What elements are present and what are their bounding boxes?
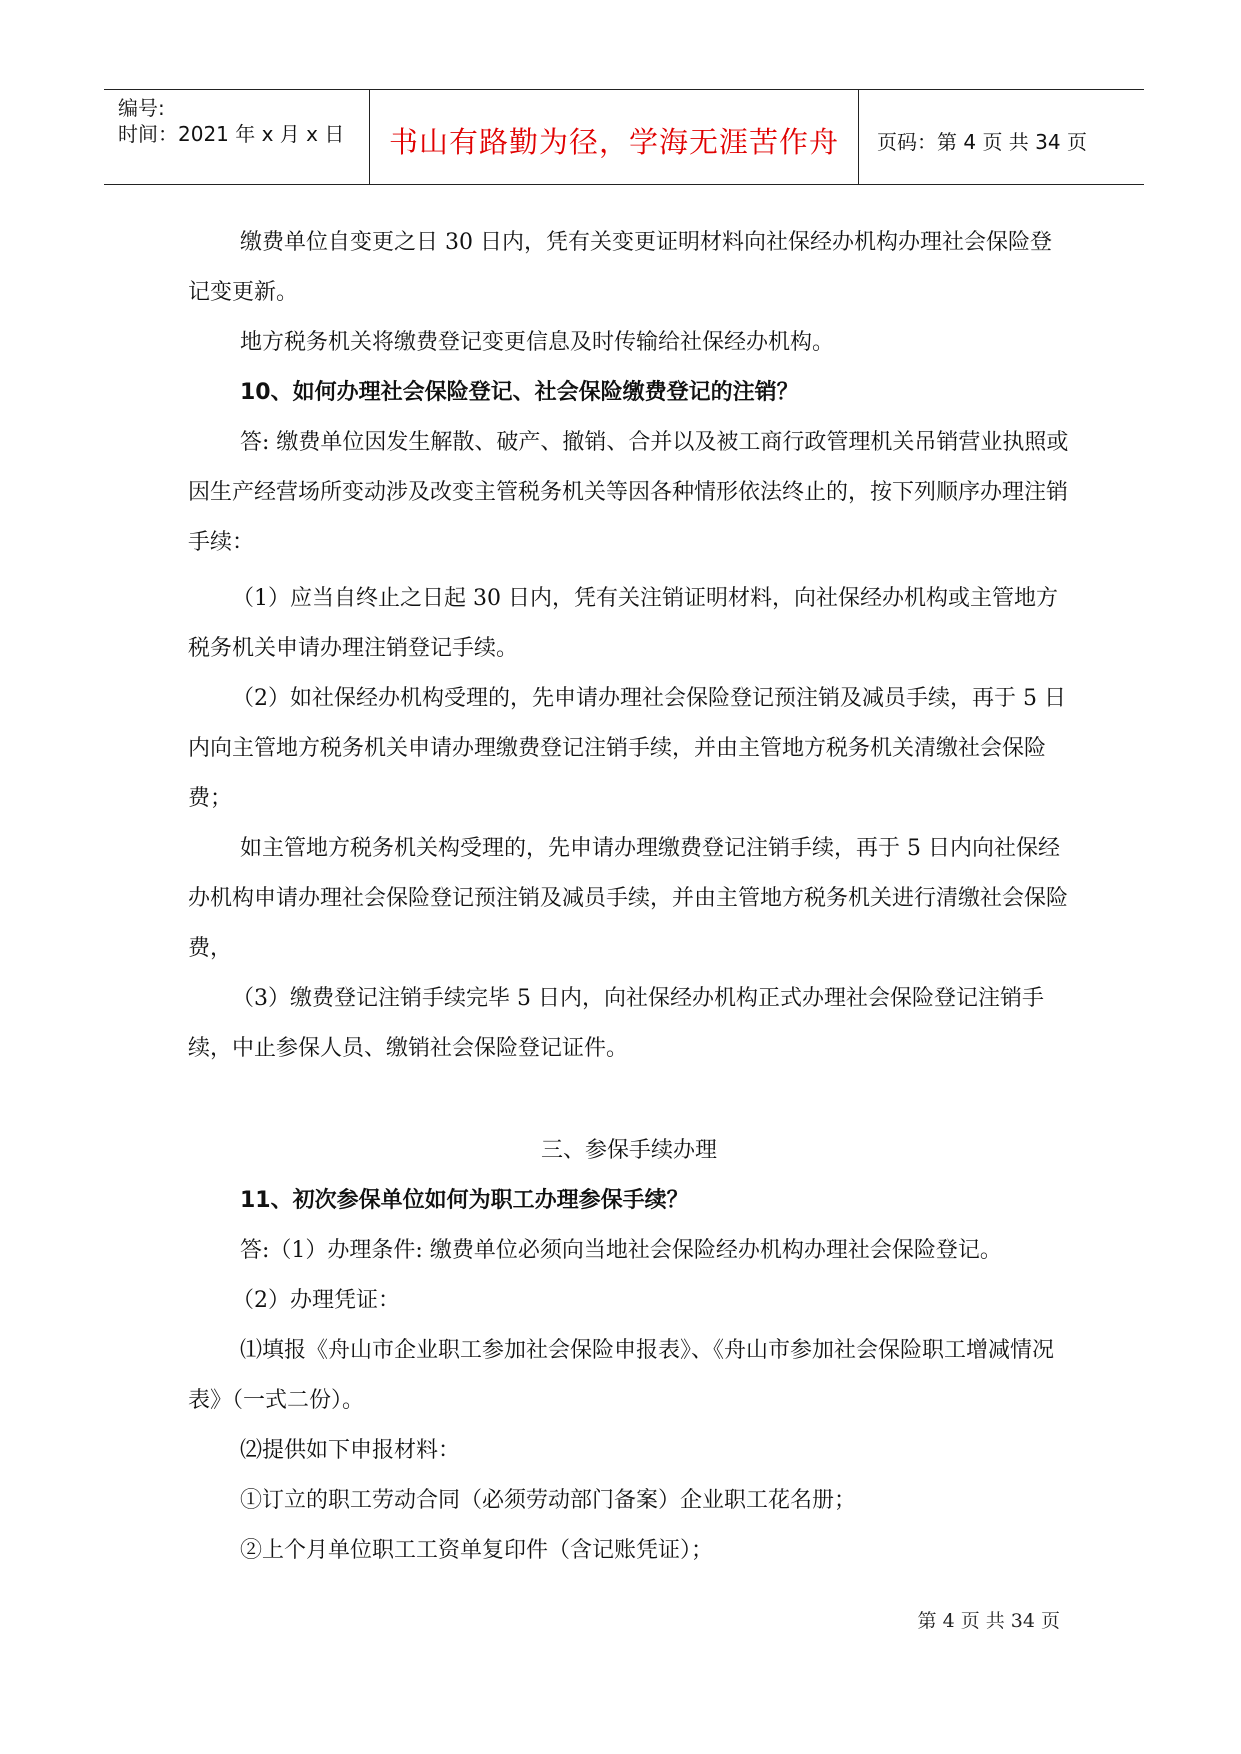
header-motto-cell: [369, 90, 859, 184]
header-meta-cell: [104, 90, 369, 184]
answer-item: （2）办理凭证：: [232, 1288, 400, 1313]
page-footer: 第 4 页 共 34 页: [917, 1610, 1060, 1632]
answer-item: （3）缴费登记注销手续完毕 5 日内，向社保经办机构正式办理社会保险登记注销手续，中止参保人员、缴销社会保险登记证件。: [188, 986, 1044, 1061]
answer-item: （1）应当自终止之日起 30 日内，凭有关注销证明材料，向社保经办机构或主管地方税务机关申请办理注销登记手续。: [188, 586, 1058, 661]
answer-item: ②上个月单位职工工资单复印件（含记账凭证）；: [240, 1538, 714, 1563]
motto-text: 书山有路勤为径，学海无涯苦作舟: [388, 124, 839, 159]
paragraph: 地方税务机关将缴费登记变更信息及时传输给社保经办机构。: [240, 330, 835, 355]
section-heading: 三、参保手续办理: [540, 1138, 717, 1163]
serial-number-label: 编号:: [118, 96, 165, 120]
answer-item: 如主管地方税务机关构受理的，先申请办理缴费登记注销手续，再于 5 日内向社保经办机构申请办理社会保险登记预注销及减员手续，并由主管地方税务机关进行清缴社会保险费，: [188, 836, 1069, 961]
time-label: 时间：2021 年 x 月 x 日: [118, 122, 345, 146]
answer-item: ⑴填报《舟山市企业职工参加社会保险申报表》、《舟山市参加社会保险职工增减情况表》（一式二份）。: [188, 1338, 1055, 1413]
question-heading: 10、如何办理社会保险登记、社会保险缴费登记的注销？: [240, 380, 799, 405]
answer-item: ⑵提供如下申报材料：: [240, 1438, 461, 1463]
answer-item: （2）如社保经办机构受理的，先申请办理社会保险登记预注销及减员手续，再于 5 日内向主管地方税务机关申请办理缴费登记注销手续，并由主管地方税务机关清缴社会保险费；: [188, 686, 1066, 811]
question-heading: 11、初次参保单位如何为职工办理参保手续？: [240, 1188, 689, 1213]
header-page-info: 页码：第 4 页 共 34 页: [877, 129, 1087, 154]
header-page-cell: [857, 90, 1144, 184]
paragraph: 缴费单位自变更之日 30 日内，凭有关变更证明材料向社保经办机构办理社会保险登记变更新。: [188, 230, 1052, 305]
answer-paragraph: 答:（1）办理条件: 缴费单位必须向当地社会保险经办机构办理社会保险登记。: [240, 1238, 1002, 1263]
answer-item: ①订立的职工劳动合同（必须劳动部门备案）企业职工花名册；: [240, 1488, 857, 1513]
document-header: [104, 89, 1144, 185]
document-body: [188, 218, 1070, 1576]
answer-paragraph: 答: 缴费单位因发生解散、破产、撤销、合并以及被工商行政管理机关吊销营业执照或因生产经营场所变动涉及改变主管税务机关等因各种情形依法终止的，按下列顺序办理注销手续：: [188, 430, 1069, 555]
